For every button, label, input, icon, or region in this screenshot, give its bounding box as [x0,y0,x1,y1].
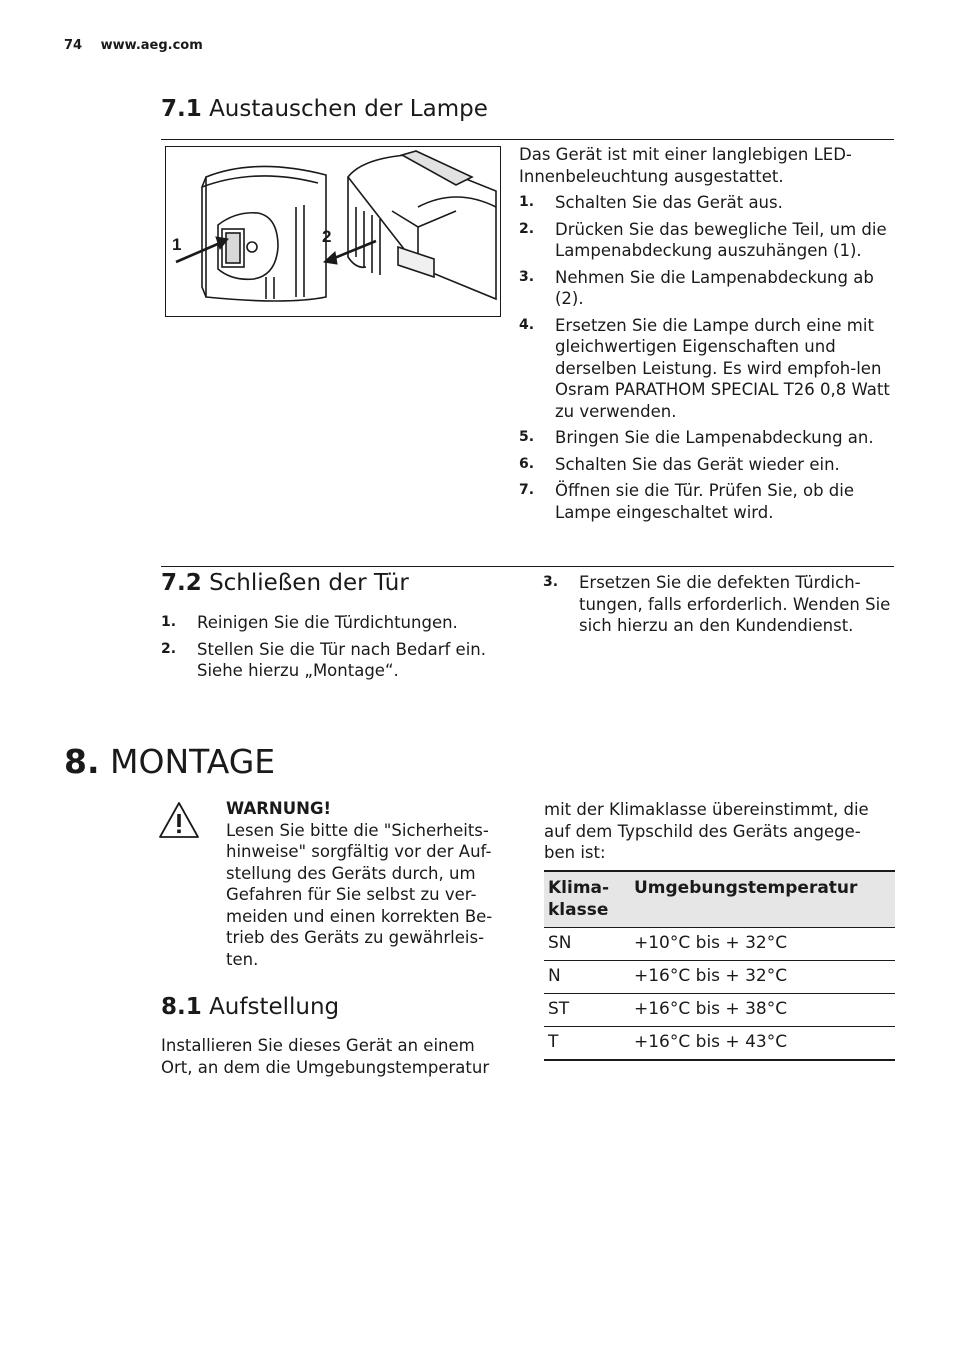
column-header: Umgebungstemperatur [630,871,895,928]
list-item: 5. Bringen Sie die Lampenabdeckung an. [519,428,874,447]
section-heading-7-1 [161,96,488,122]
section-7-2-right [543,572,895,642]
warning-title: WARNUNG! [226,799,332,818]
section-title: Aufstellung [209,994,340,1020]
section-number: 7.2 [161,570,202,596]
figure-label-2: 2 [322,227,332,246]
section-8-1-text-continued: mit der Klimaklasse übereinstimmt, die auf dem Typschild des Geräts angege-ben ist: [544,800,869,862]
list-item: 4. Ersetzen Sie die Lampe durch eine mit gleichwertigen Eigenschaften und derselben Leistung. Es wird empfoh-len Osram PARATHOM SPECIAL T26 0,8 Watt zu verwenden. [519,315,890,421]
section-title: Schließen der Tür [209,570,409,596]
section-8-1-text: Installieren Sie dieses Gerät an einem Ort, an dem die Umgebungstemperatur [161,1036,490,1077]
table-cell: +16°C bis + 32°C [630,961,895,994]
lamp-illustration [165,146,501,317]
list-item: 3. Ersetzen Sie die defekten Türdich-tungen, falls erforderlich. Wenden Sie sich hierzu an den Kundendienst. [543,573,891,635]
section-number: 7.1 [161,96,202,122]
table-row [544,1027,895,1061]
chapter-heading [64,742,275,781]
table-cell: +16°C bis + 43°C [630,1027,895,1061]
table-cell: ST [544,994,630,1027]
section-heading-8-1 [161,994,339,1020]
warning-block [226,798,508,970]
table-row [544,961,895,994]
section-7-2-left [161,612,506,687]
chapter-title: MONTAGE [110,742,276,781]
table-cell: +10°C bis + 32°C [630,928,895,961]
list-item: 7. Öffnen sie die Tür. Prüfen Sie, ob die Lampe eingeschaltet wird. [519,481,855,522]
table-cell: +16°C bis + 38°C [630,994,895,1027]
section-title: Austauschen der Lampe [209,96,488,122]
table-header-row [544,871,895,928]
lamp-diagram [166,147,500,316]
page-number: 74 [64,38,83,53]
table-cell: SN [544,928,630,961]
header-url: www.aeg.com [100,38,203,53]
section-heading-7-2 [161,570,409,596]
section-rule [161,139,894,140]
table-row [544,994,895,1027]
list-item: 1. Schalten Sie das Gerät aus. [519,193,783,212]
section-number: 8.1 [161,994,202,1020]
list-item: 3. Nehmen Sie die Lampenabdeckung ab (2). [519,267,874,308]
chapter-number: 8. [64,742,100,781]
section-rule [161,566,894,567]
column-header: Klima-klasse [544,871,630,928]
page-header [64,38,203,53]
lamp-steps [519,192,891,523]
list-item: 1. Reinigen Sie die Türdichtungen. [161,613,458,632]
table-row [544,928,895,961]
table-cell: T [544,1027,630,1061]
climate-class-table [544,870,895,1061]
warning-icon [158,800,200,840]
list-item: 2. Drücken Sie das bewegliche Teil, um die Lampenabdeckung auszuhängen (1). [519,219,887,260]
table-cell: N [544,961,630,994]
section-7-1-body [519,144,891,528]
list-item: 6. Schalten Sie das Gerät wieder ein. [519,454,840,474]
warning-text: Lesen Sie bitte die "Sicherheits-hinweise" sorgfältig vor der Auf-stellung des Geräts durch, um Gefahren für Sie selbst zu ver-meiden und einen korrekten Be-trieb des Geräts zu gewährleis-ten. [226,820,493,969]
section-intro: Das Gerät ist mit einer langlebigen LED-Innenbeleuchtung ausgestattet. [519,145,852,186]
list-item: 2. Stellen Sie die Tür nach Bedarf ein. Siehe hierzu „Montage“. [161,639,486,680]
figure-label-1: 1 [172,235,182,254]
